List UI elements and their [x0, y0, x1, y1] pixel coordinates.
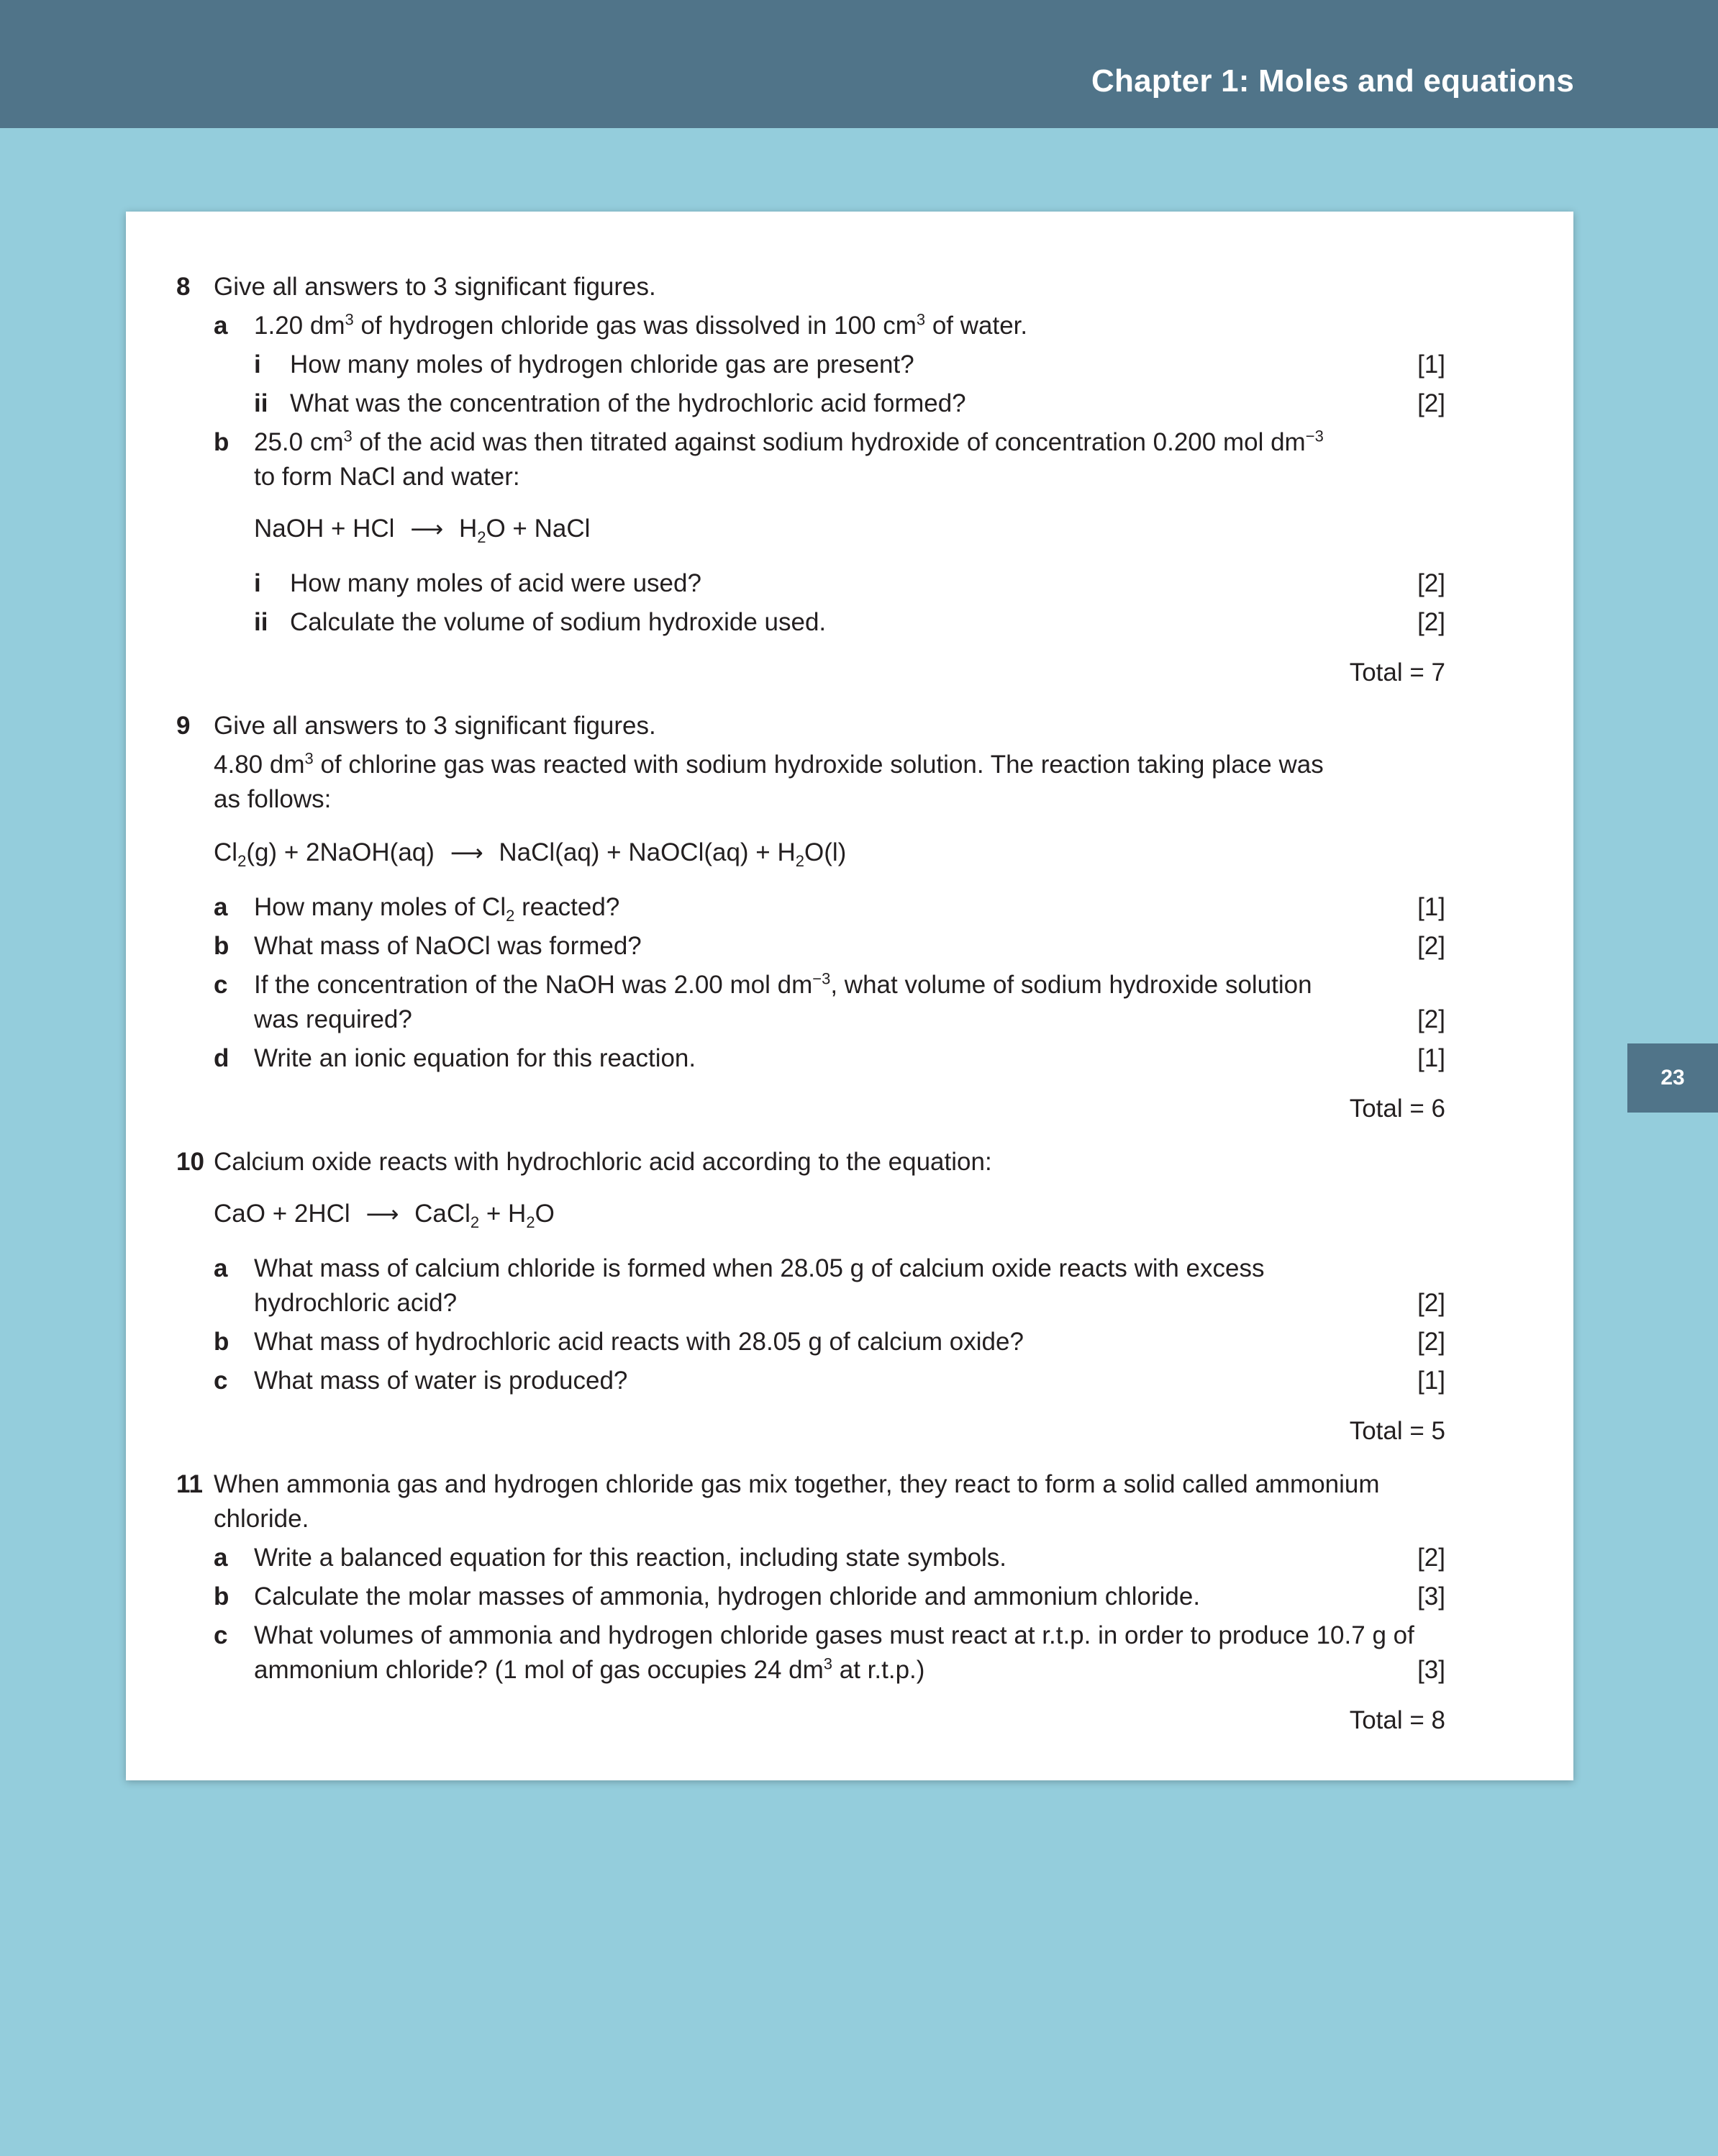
q9-part-b-label: b	[214, 932, 229, 960]
q9-equation: $Cl_2(g)$ + 2NaOH(aq) ⟶ NaCl(aq) + NaOCl(aq) + $H_2O(l)$	[214, 835, 846, 871]
question-8-intro: Give all answers to 3 significant figures.	[214, 273, 656, 301]
q11-b-mark: [3]	[1417, 1582, 1445, 1611]
q9-part-a-text: How many moles of $Cl_2$ reacted?	[254, 893, 620, 925]
q9-part-d-label: d	[214, 1044, 229, 1072]
chapter-header-bar	[0, 0, 1718, 128]
question-8-number: 8	[176, 273, 191, 301]
question-9-number: 9	[176, 712, 191, 740]
reaction-arrow-icon: ⟶	[365, 1201, 399, 1227]
q10-a-mark: [2]	[1417, 1289, 1445, 1317]
q10-b-mark: [2]	[1417, 1328, 1445, 1356]
q11-part-a-label: a	[214, 1544, 228, 1572]
q11-a-mark: [2]	[1417, 1544, 1445, 1572]
q8-b-ii-label: ii	[254, 608, 268, 636]
question-card	[126, 212, 1573, 1780]
q10-part-a-text-cont: hydrochloric acid?	[254, 1289, 458, 1317]
q9-part-a-label: a	[214, 893, 228, 921]
q9-d-mark: [1]	[1417, 1044, 1445, 1072]
q8-a-ii-text: What was the concentration of the hydrochloric acid formed?	[290, 389, 966, 417]
q11-total: Total = 8	[1349, 1706, 1445, 1734]
q8-part-b-text-cont: to form NaCl and water:	[254, 463, 520, 491]
q10-equation: CaO + 2HCl ⟶ CaCl$_2$ + $H_2O$	[214, 1196, 555, 1232]
question-9-text: 4.80 $dm^3$ of chlorine gas was reacted with sodium hydroxide solution. The reaction taking place was	[214, 749, 1324, 779]
q9-b-mark: [2]	[1417, 932, 1445, 960]
question-11-number: 11	[176, 1470, 203, 1498]
q8-equation: NaOH + HCl ⟶ $H_2O$ + NaCl	[254, 511, 590, 547]
question-10-number: 10	[176, 1148, 204, 1176]
q8-b-ii-text: Calculate the volume of sodium hydroxide used.	[290, 608, 827, 636]
q8-b-i-mark: [2]	[1417, 569, 1445, 597]
q9-total: Total = 6	[1349, 1095, 1445, 1123]
page-number: 23	[1627, 1043, 1718, 1113]
question-9-intro: Give all answers to 3 significant figures.	[214, 712, 656, 740]
q9-part-b-text: What mass of NaOCl was formed?	[254, 932, 642, 960]
reaction-arrow-icon: ⟶	[450, 840, 483, 866]
q8-b-ii-mark: [2]	[1417, 608, 1445, 636]
question-11-intro-cont: chloride.	[214, 1505, 309, 1533]
q8-total: Total = 7	[1349, 658, 1445, 687]
q8-a-i-mark: [1]	[1417, 350, 1445, 379]
q11-part-c-text-cont: ammonium chloride? (1 mol of gas occupies 24 $dm^3$ at r.t.p.)	[254, 1654, 925, 1684]
q8-a-i-text: How many moles of hydrogen chloride gas are present?	[290, 350, 914, 379]
q8-part-b-label: b	[214, 428, 229, 456]
q11-part-a-text: Write a balanced equation for this reaction, including state symbols.	[254, 1544, 1007, 1572]
q9-a-mark: [1]	[1417, 893, 1445, 921]
q10-part-c-label: c	[214, 1367, 228, 1395]
q8-a-i-label: i	[254, 350, 261, 379]
q8-part-b-text: 25.0 $cm^3$ of the acid was then titrated against sodium hydroxide of concentration 0.200 mol $dm^{-3}$	[254, 427, 1324, 456]
q10-part-b-label: b	[214, 1328, 229, 1356]
question-10-intro: Calcium oxide reacts with hydrochloric acid according to the equation:	[214, 1148, 992, 1176]
q8-a-ii-mark: [2]	[1417, 389, 1445, 417]
q11-part-b-text: Calculate the molar masses of ammonia, hydrogen chloride and ammonium chloride.	[254, 1582, 1201, 1611]
q9-part-d-text: Write an ionic equation for this reaction.	[254, 1044, 696, 1072]
chapter-title: Chapter 1: Moles and equations	[1091, 63, 1574, 99]
q10-part-c-text: What mass of water is produced?	[254, 1367, 628, 1395]
q11-part-c-text: What volumes of ammonia and hydrogen chloride gases must react at r.t.p. in order to produce 10.7 g of	[254, 1621, 1414, 1649]
q8-part-a-text: 1.20 $dm^3$ of hydrogen chloride gas was dissolved in 100 $cm^3$ of water.	[254, 310, 1028, 340]
q9-part-c-text: If the concentration of the NaOH was 2.00 mol $dm^{-3}$, what volume of sodium hydroxide solution	[254, 969, 1312, 999]
question-9-text-cont: as follows:	[214, 785, 332, 813]
q11-c-mark: [3]	[1417, 1656, 1445, 1684]
q8-a-ii-label: ii	[254, 389, 268, 417]
q9-part-c-label: c	[214, 971, 228, 999]
q8-part-a-label: a	[214, 312, 228, 340]
q10-total: Total = 5	[1349, 1417, 1445, 1445]
q8-b-i-text: How many moles of acid were used?	[290, 569, 701, 597]
q10-part-a-text: What mass of calcium chloride is formed when 28.05 g of calcium oxide reacts with excess	[254, 1254, 1265, 1282]
q9-c-mark: [2]	[1417, 1005, 1445, 1033]
q10-c-mark: [1]	[1417, 1367, 1445, 1395]
q11-part-b-label: b	[214, 1582, 229, 1611]
q9-part-c-text-cont: was required?	[254, 1005, 412, 1033]
q8-b-i-label: i	[254, 569, 261, 597]
q11-part-c-label: c	[214, 1621, 228, 1649]
q10-part-a-label: a	[214, 1254, 228, 1282]
reaction-arrow-icon: ⟶	[410, 516, 444, 542]
question-11-intro: When ammonia gas and hydrogen chloride gas mix together, they react to form a solid called ammonium	[214, 1470, 1380, 1498]
q10-part-b-text: What mass of hydrochloric acid reacts with 28.05 g of calcium oxide?	[254, 1328, 1024, 1356]
